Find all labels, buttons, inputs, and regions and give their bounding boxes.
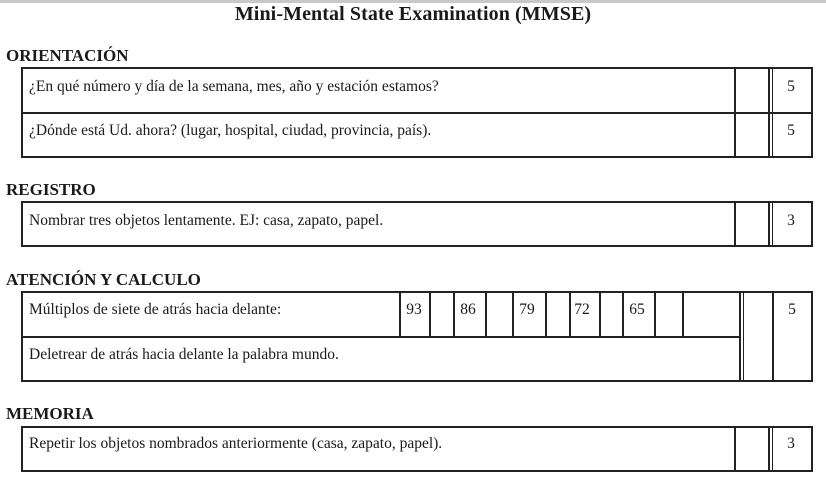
- registro-score-1: 3: [787, 212, 795, 229]
- atencion-question-1: Múltiplos de siete de atrás hacia delante:: [29, 301, 282, 318]
- column-divider: [772, 428, 773, 470]
- cell-divider: [682, 293, 684, 336]
- column-divider: [772, 203, 773, 245]
- orientacion-score-1: 5: [787, 78, 795, 95]
- column-divider: [768, 69, 770, 156]
- multiple-value: 79: [519, 301, 535, 318]
- multiple-value: 86: [460, 301, 476, 318]
- multiple-value: 65: [629, 301, 645, 318]
- orientacion-question-1: ¿En qué número y día de la semana, mes, año y estación estamos?: [29, 78, 439, 95]
- section-heading-memoria: MEMORIA: [6, 404, 94, 423]
- column-divider: [739, 293, 741, 380]
- column-divider: [734, 203, 736, 245]
- column-divider: [734, 428, 736, 470]
- memoria-score-1: 3: [787, 435, 795, 452]
- registro-question-1: Nombrar tres objetos lentamente. EJ: casa, zapato, papel.: [29, 212, 384, 229]
- section-heading-atencion: ATENCIÓN Y CALCULO: [6, 270, 201, 289]
- cell-divider: [599, 293, 601, 336]
- column-divider: [772, 69, 773, 156]
- orientacion-question-2: ¿Dónde está Ud. ahora? (lugar, hospital, ciudad, provincia, país).: [29, 122, 432, 139]
- memoria-question-1: Repetir los objetos nombrados anteriormente (casa, zapato, papel).: [29, 435, 443, 452]
- column-divider: [768, 203, 770, 245]
- cell-divider: [545, 293, 547, 336]
- row-divider: [23, 336, 741, 338]
- orientacion-score-2: 5: [787, 122, 795, 139]
- row-divider: [23, 112, 811, 114]
- cell-divider: [485, 293, 487, 336]
- multiple-value: 93: [406, 301, 422, 318]
- column-divider: [768, 428, 770, 470]
- column-divider: [734, 69, 736, 156]
- cell-divider: [654, 293, 656, 336]
- section-heading-orientacion: ORIENTACIÓN: [6, 46, 129, 65]
- page-title: Mini-Mental State Examination (MMSE): [234, 3, 592, 25]
- multiple-value: 72: [574, 301, 590, 318]
- column-divider: [772, 293, 774, 380]
- cell-divider: [429, 293, 431, 336]
- column-divider: [743, 293, 744, 380]
- section-heading-registro: REGISTRO: [6, 180, 96, 199]
- atencion-score: 5: [788, 301, 796, 318]
- atencion-question-2: Deletrear de atrás hacia delante la palabra mundo.: [29, 346, 339, 363]
